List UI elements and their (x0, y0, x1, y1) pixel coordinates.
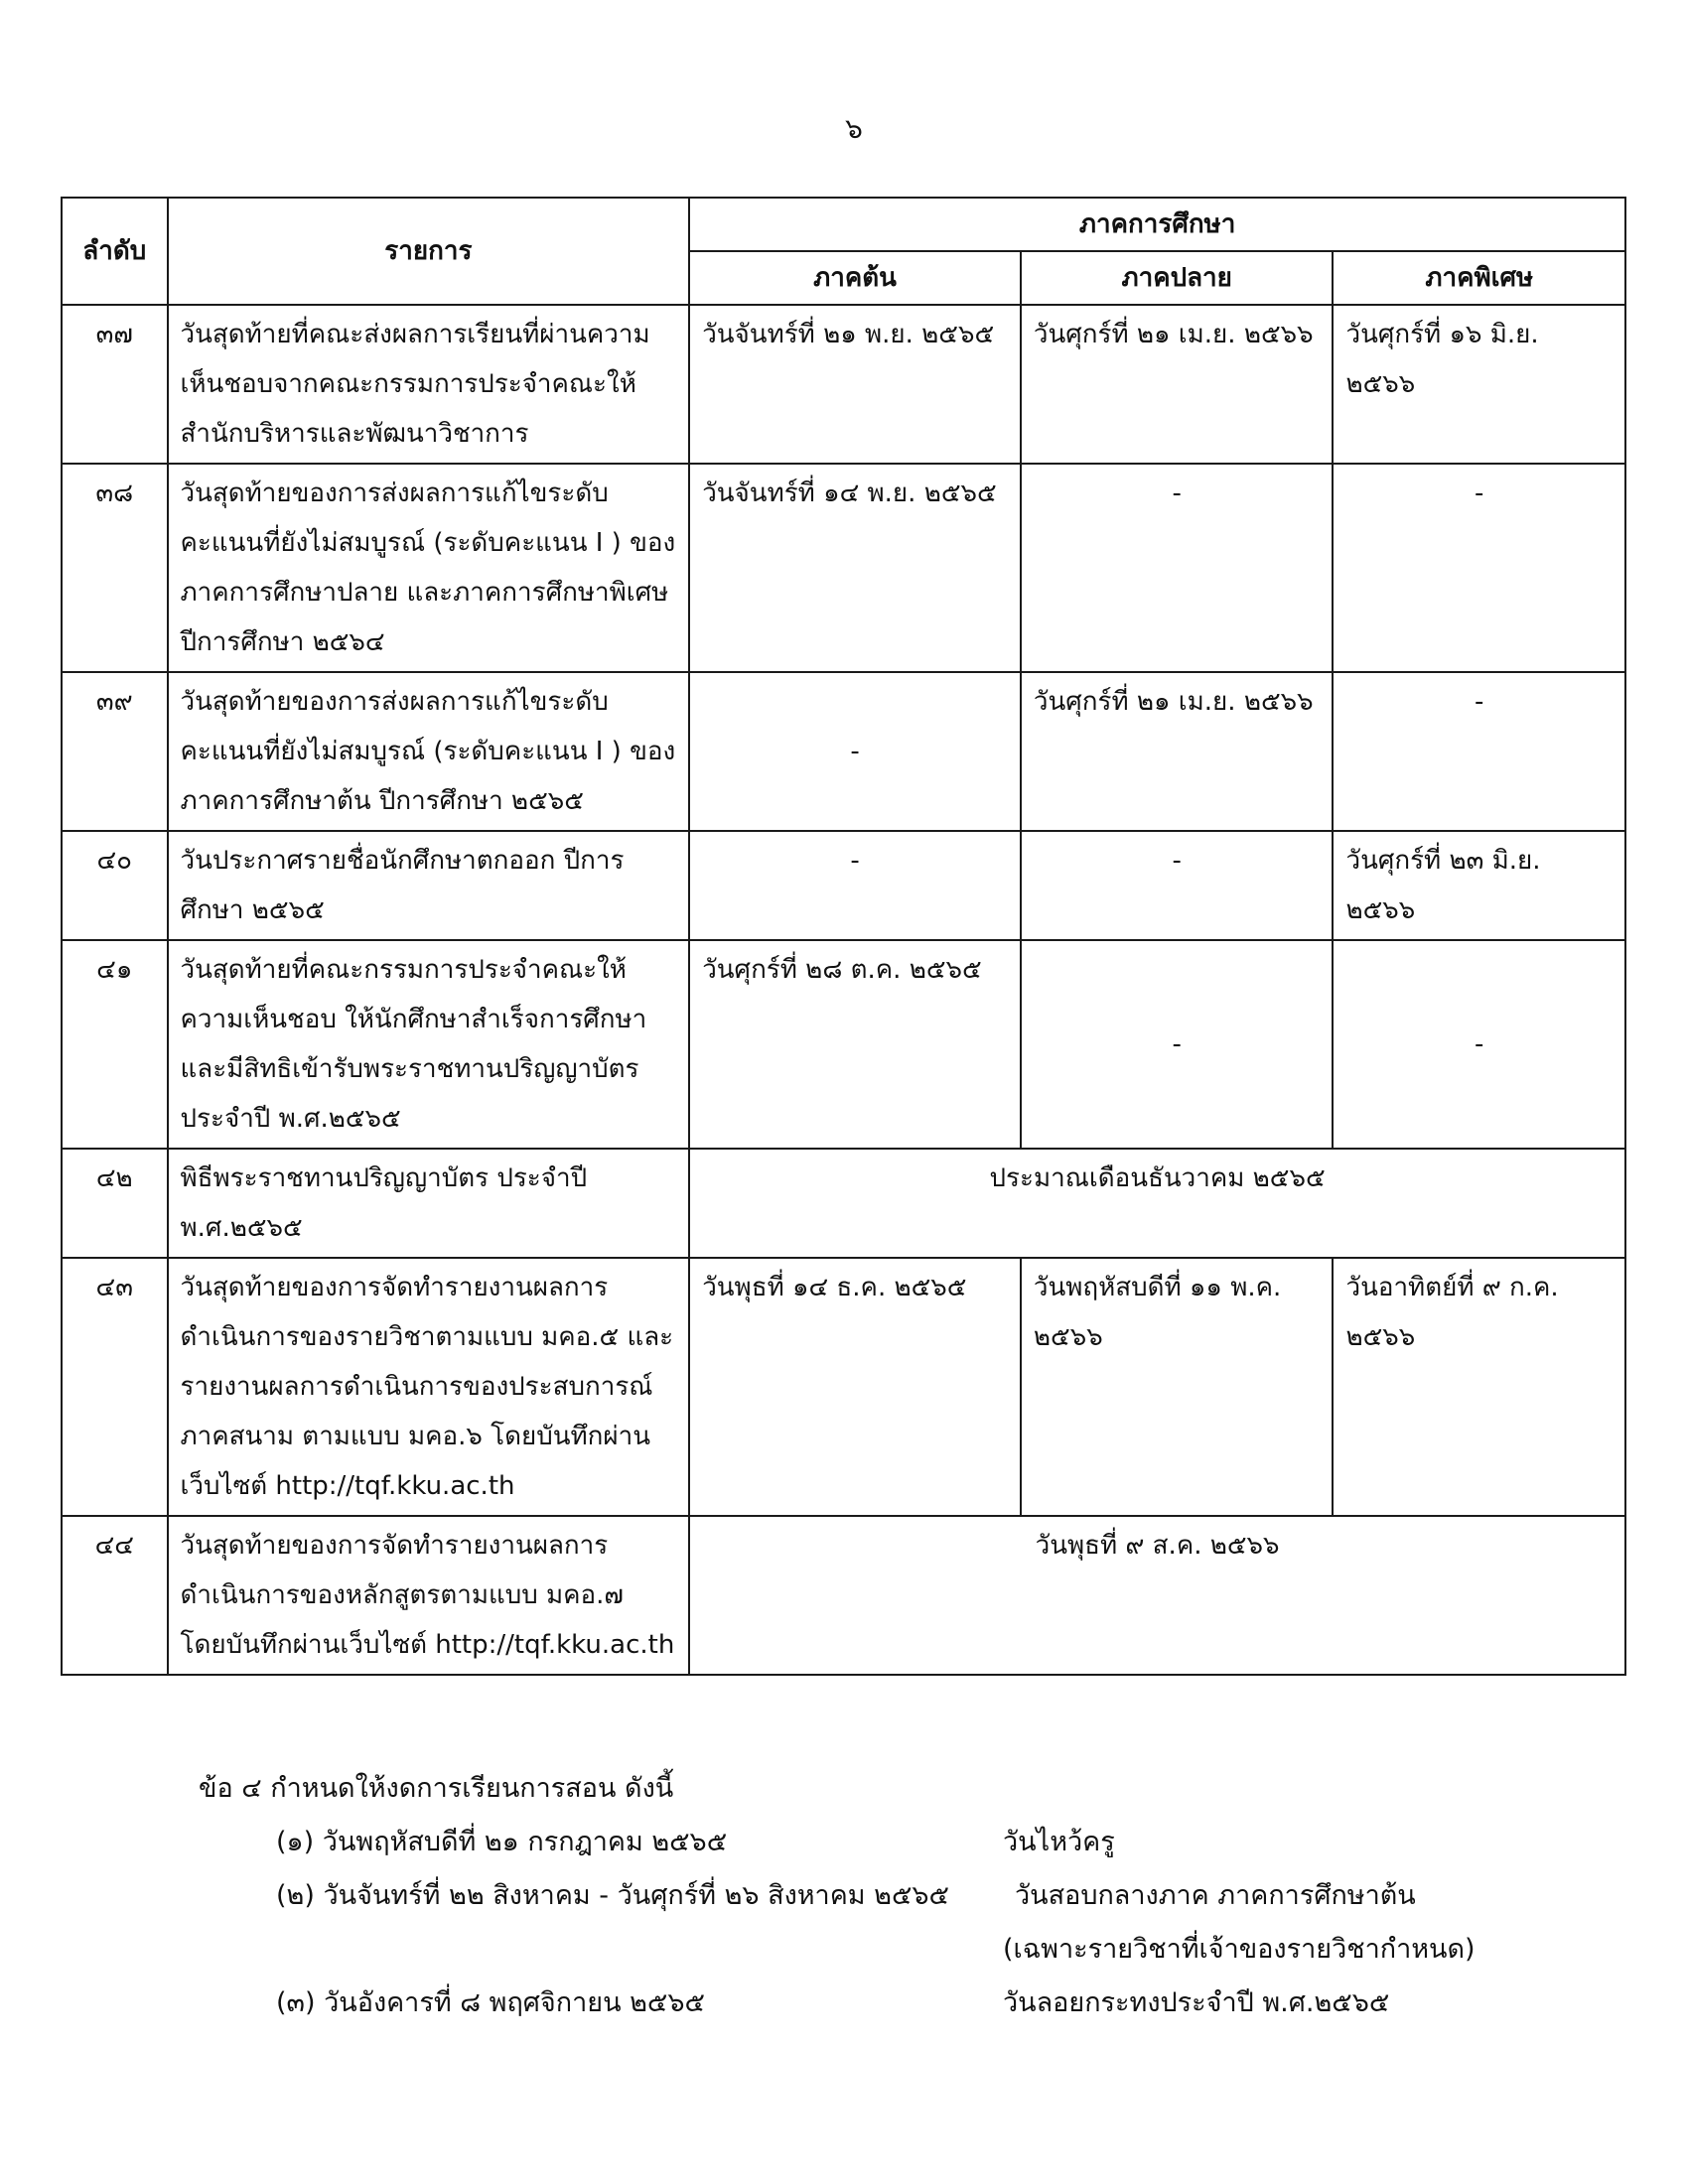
table-row (62, 305, 1625, 464)
note-item (199, 1869, 1638, 1923)
header-first-term: ภาคต้น (689, 251, 1021, 305)
row-special-term: วันศุกร์ที่ ๒๓ มิ.ย. ๒๕๖๖ (1333, 831, 1625, 940)
row-first-term: วันพุธที่ ๑๔ ธ.ค. ๒๕๖๕ (689, 1258, 1021, 1516)
row-number: ๔๓ (62, 1258, 168, 1516)
row-second-term: วันศุกร์ที่ ๒๑ เม.ย. ๒๕๖๖ (1021, 305, 1334, 464)
row-number: ๔๑ (62, 940, 168, 1149)
row-second-term: - (1021, 831, 1334, 940)
row-item: วันสุดท้ายที่คณะกรรมการประจำคณะให้ความเห็นชอบ ให้นักศึกษาสำเร็จการศึกษาและมีสิทธิเข้ารับพระราชทานปริญญาบัตรประจำปี พ.ศ.๒๕๖๕ (168, 940, 690, 1149)
row-merged-date: ประมาณเดือนธันวาคม ๒๕๖๕ (689, 1149, 1625, 1258)
row-number: ๔๒ (62, 1149, 168, 1258)
note-description: วันไหว้ครู (1003, 1827, 1115, 1857)
row-second-term: - (1021, 464, 1334, 672)
row-merged-date: วันพุธที่ ๙ ส.ค. ๒๕๖๖ (689, 1516, 1625, 1675)
row-first-term: - (689, 672, 1021, 831)
table-row (62, 672, 1625, 831)
row-first-term: วันศุกร์ที่ ๒๘ ต.ค. ๒๕๖๕ (689, 940, 1021, 1149)
page-number: ๖ (845, 112, 863, 145)
row-first-term: วันจันทร์ที่ ๑๔ พ.ย. ๒๕๖๕ (689, 464, 1021, 672)
table-row (62, 940, 1625, 1149)
note-description: วันสอบกลางภาค ภาคการศึกษาต้น (1015, 1880, 1416, 1911)
row-second-term: - (1021, 940, 1334, 1149)
row-number: ๔๔ (62, 1516, 168, 1675)
header-term-group: ภาคการศึกษา (689, 198, 1625, 251)
header-second-term: ภาคปลาย (1021, 251, 1334, 305)
row-first-term: วันจันทร์ที่ ๒๑ พ.ย. ๒๕๖๕ (689, 305, 1021, 464)
note-date: (๒) วันจันทร์ที่ ๒๒ สิงหาคม - วันศุกร์ที่ ๒๖ สิงหาคม ๒๕๖๕ (276, 1880, 949, 1911)
note-subdescription: (เฉพาะรายวิชาที่เจ้าของรายวิชากำหนด) (1003, 1934, 1476, 1965)
table-row (62, 464, 1625, 672)
notes-heading: ข้อ ๔ กำหนดให้งดการเรียนการสอน ดังนี้ (199, 1773, 674, 1804)
row-number: ๓๗ (62, 305, 168, 464)
table-row (62, 1516, 1625, 1675)
note-item-sub (199, 1923, 1638, 1977)
row-item: วันประกาศรายชื่อนักศึกษาตกออก ปีการศึกษา ๒๕๖๕ (168, 831, 690, 940)
header-item: รายการ (168, 198, 690, 305)
academic-calendar-table (61, 197, 1626, 1676)
row-special-term: - (1333, 464, 1625, 672)
table-row (62, 831, 1625, 940)
notes-heading-row (199, 1762, 1638, 1816)
row-second-term: วันศุกร์ที่ ๒๑ เม.ย. ๒๕๖๖ (1021, 672, 1334, 831)
header-special-term: ภาคพิเศษ (1333, 251, 1625, 305)
row-item: วันสุดท้ายที่คณะส่งผลการเรียนที่ผ่านความเห็นชอบจากคณะกรรมการประจำคณะให้สำนักบริหารและพัฒนาวิชาการ (168, 305, 690, 464)
table-row (62, 1258, 1625, 1516)
row-second-term: วันพฤหัสบดีที่ ๑๑ พ.ค. ๒๕๖๖ (1021, 1258, 1334, 1516)
row-item: วันสุดท้ายของการส่งผลการแก้ไขระดับคะแนนที่ยังไม่สมบูรณ์ (ระดับคะแนน I ) ของภาคการศึกษาต้น ปีการศึกษา ๒๕๖๕ (168, 672, 690, 831)
note-date: (๓) วันอังคารที่ ๘ พฤศจิกายน ๒๕๖๕ (276, 1987, 705, 2018)
note-date: (๑) วันพฤหัสบดีที่ ๒๑ กรกฎาคม ๒๕๖๕ (276, 1827, 728, 1857)
row-item: วันสุดท้ายของการส่งผลการแก้ไขระดับคะแนนที่ยังไม่สมบูรณ์ (ระดับคะแนน I ) ของภาคการศึกษาปลาย และภาคการศึกษาพิเศษ ปีการศึกษา ๒๕๖๔ (168, 464, 690, 672)
note-item (199, 1977, 1638, 2030)
note-description: วันลอยกระทงประจำปี พ.ศ.๒๕๖๕ (1003, 1987, 1390, 2018)
row-first-term: - (689, 831, 1021, 940)
note-item (199, 1816, 1638, 1869)
row-item: วันสุดท้ายของการจัดทำรายงานผลการดำเนินการของรายวิชาตามแบบ มคอ.๕ และรายงานผลการดำเนินการของประสบการณ์ภาคสนาม ตามแบบ มคอ.๖ โดยบันทึกผ่านเว็บไซต์ http://tqf.kku.ac.th (168, 1258, 690, 1516)
notes-section (199, 1762, 1638, 2030)
header-order: ลำดับ (62, 198, 168, 305)
row-item: วันสุดท้ายของการจัดทำรายงานผลการดำเนินการของหลักสูตรตามแบบ มคอ.๗ โดยบันทึกผ่านเว็บไซต์ http://tqf.kku.ac.th (168, 1516, 690, 1675)
row-special-term: วันศุกร์ที่ ๑๖ มิ.ย. ๒๕๖๖ (1333, 305, 1625, 464)
row-number: ๓๙ (62, 672, 168, 831)
row-item: พิธีพระราชทานปริญญาบัตร ประจำปี พ.ศ.๒๕๖๕ (168, 1149, 690, 1258)
row-special-term: วันอาทิตย์ที่ ๙ ก.ค. ๒๕๖๖ (1333, 1258, 1625, 1516)
row-special-term: - (1333, 672, 1625, 831)
row-number: ๓๘ (62, 464, 168, 672)
row-special-term: - (1333, 940, 1625, 1149)
table-row (62, 1149, 1625, 1258)
row-number: ๔๐ (62, 831, 168, 940)
